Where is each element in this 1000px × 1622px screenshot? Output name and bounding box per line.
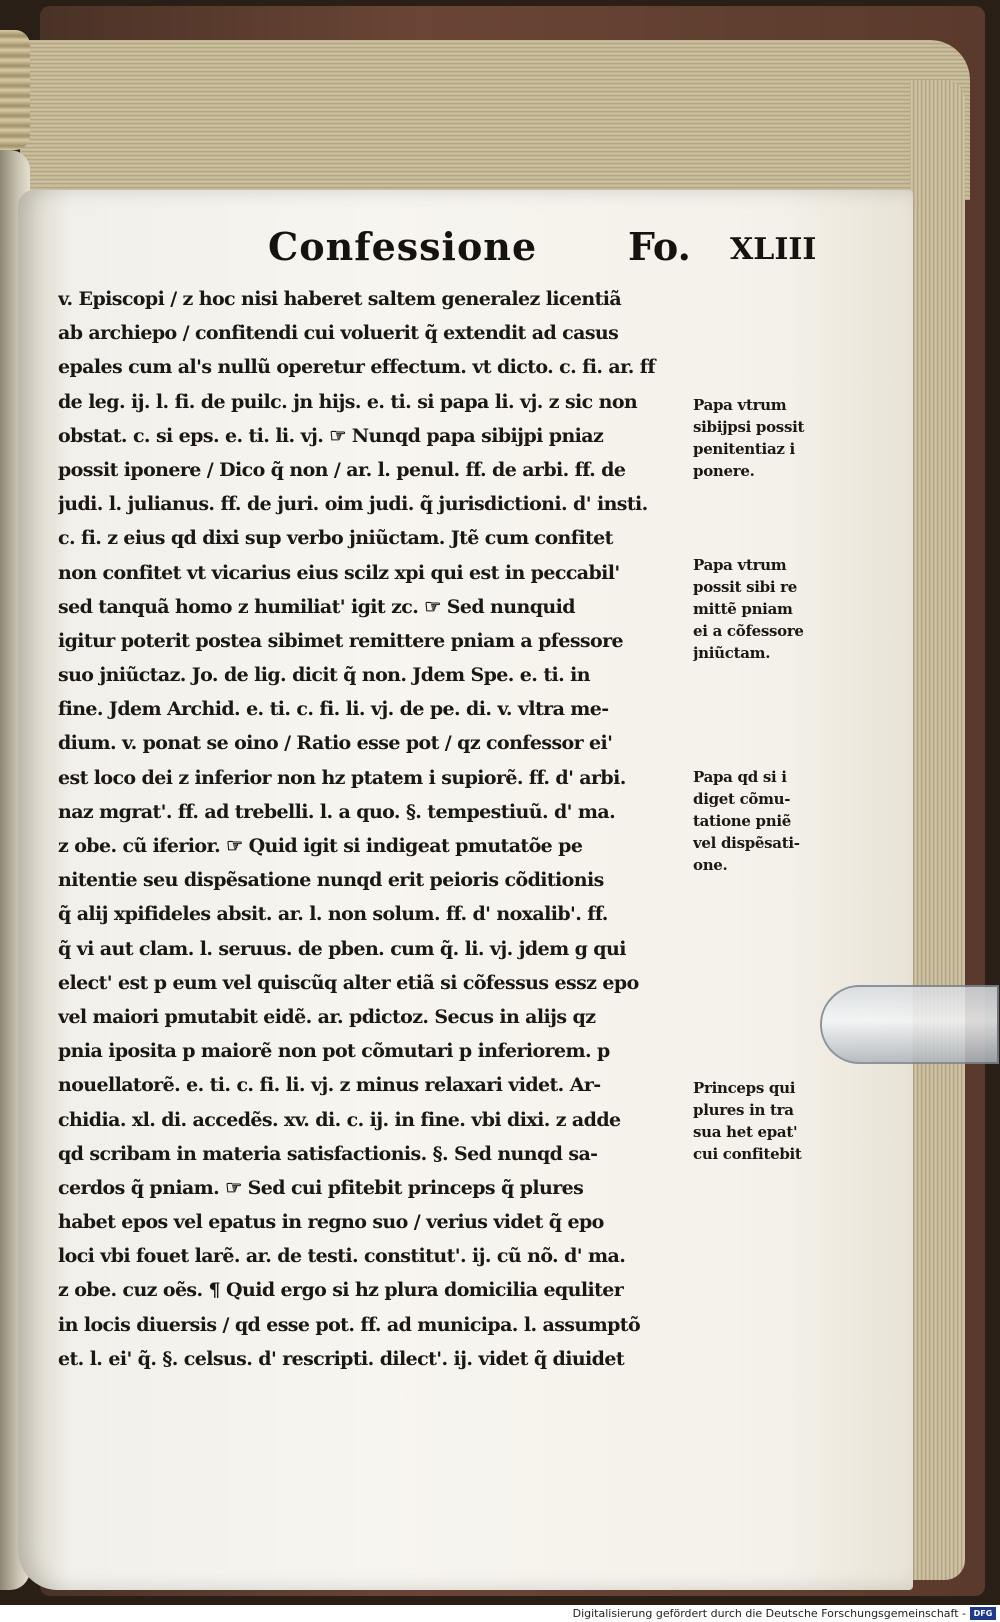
text-line: in locis diuersis / qd esse pot. ff. ad municipa. l. assumptõ	[58, 1313, 641, 1336]
marginal-note-line: one.	[693, 856, 728, 874]
text-line: igitur poterit postea sibimet remittere pniam a pfessore	[58, 629, 623, 652]
text-line: obstat. c. si eps. e. ti. li. vj. ☞ Nunqd papa sibijpi pniaz	[58, 424, 604, 447]
marginal-note-line: Papa qd si i	[693, 768, 787, 786]
text-line: nouellatorẽ. e. ti. c. fi. li. vj. z minus relaxari videt. Ar-	[58, 1074, 601, 1097]
marginal-note-line: Papa vtrum	[693, 556, 787, 574]
main-text-block	[58, 282, 688, 1376]
text-line: judi. l. julianus. ff. de juri. oim judi. q̃ jurisdictioni. d' insti.	[58, 493, 648, 516]
text-line: habet epos vel epatus in regno suo / verius videt q̃ epo	[58, 1211, 604, 1234]
text-line: elect' est p eum vel quiscũq alter etiã si cõfessus essz epo	[58, 971, 639, 994]
marginal-note-line: ei a cõfessore	[693, 622, 804, 640]
text-line: vel maiori pmutabit eidẽ. ar. pdictoz. Secus in alijs qz	[58, 1005, 596, 1028]
marginal-note-line: Papa vtrum	[693, 396, 787, 414]
marginal-note	[693, 554, 818, 664]
marginal-note-line: sibijpsi possit	[693, 418, 805, 436]
attribution-text: Digitalisierung gefördert durch die Deutsche Forschungsgemeinschaft -	[572, 1607, 966, 1620]
marginal-note-line: vel dispẽsati-	[693, 834, 800, 852]
text-line: possit iponere / Dico q̃ non / ar. l. penul. ff. de arbi. ff. de	[58, 458, 626, 481]
marginal-note	[693, 766, 818, 876]
marginal-note-line: mittẽ pniam	[693, 600, 793, 618]
marginal-note	[693, 1077, 818, 1165]
text-line: ab archiepo / confitendi cui voluerit q̃ extendit ad casus	[58, 322, 619, 345]
marginal-note-line: Princeps qui	[693, 1079, 796, 1097]
marginal-note-line: tatione pniẽ	[693, 812, 791, 830]
text-line: z obe. cuz oẽs. ¶ Quid ergo si hz plura domicilia equliter	[58, 1279, 624, 1302]
text-line: nitentie seu dispẽsatione nunqd erit peioris cõditionis	[58, 869, 604, 892]
text-line: non confitet vt vicarius eius scilz xpi qui est in peccabil'	[58, 561, 620, 584]
binding-edge	[0, 30, 30, 150]
folio-number: XLIII	[730, 232, 817, 267]
marginal-note-line: diget cõmu-	[693, 790, 791, 808]
running-header-title: Confessione	[268, 224, 538, 269]
text-line: qd scribam in materia satisfactionis. §. Sed nunqd sa-	[58, 1142, 598, 1165]
marginal-note-line: sua het epat'	[693, 1123, 798, 1141]
text-line: loci vbi fouet larẽ. ar. de testi. constitut'. ij. cũ nõ. d' ma.	[58, 1245, 626, 1268]
marginal-note-line: penitentiaz i	[693, 440, 795, 458]
text-line: suo jniũctaz. Jo. de lig. dicit q̃ non. Jdem Spe. e. ti. in	[58, 664, 590, 687]
text-line: de leg. ij. l. fi. de puilc. jn hijs. e. ti. si papa li. vj. z sic non	[58, 390, 638, 413]
text-line: v. Episcopi / z hoc nisi haberet saltem generalez licentiã	[58, 288, 622, 310]
page-edges-right	[910, 80, 965, 1580]
page-edges-top	[20, 40, 970, 200]
text-line: est loco dei z inferior non hz ptatem i supiorẽ. ff. d' arbi.	[58, 766, 626, 789]
running-header-fo: Fo.	[628, 224, 691, 269]
marginal-note-line: jniũctam.	[693, 644, 771, 662]
text-line: c. fi. z eius qd dixi sup verbo jniũctam. Jtẽ cum confitet	[58, 527, 613, 550]
text-line: cerdos q̃ pniam. ☞ Sed cui pfitebit princeps q̃ plures	[58, 1176, 584, 1199]
text-line: chidia. xl. di. accedẽs. xv. di. c. ij. in fine. vbi dixi. z adde	[58, 1108, 621, 1131]
text-line: q̃ alij xpifideles absit. ar. l. non solum. ff. d' noxalib'. ff.	[58, 903, 608, 926]
text-line: z obe. cũ iferior. ☞ Quid igit si indigeat pmutatõe pe	[58, 835, 583, 857]
attribution-bar	[0, 1605, 1000, 1622]
text-line: epales cum al's nullũ operetur effectum. vt dicto. c. fi. ar. ff	[58, 356, 655, 379]
page-clip	[820, 985, 999, 1064]
marginal-note	[693, 394, 818, 482]
text-line: et. l. ei' q̃. §. celsus. d' rescripti. dilect'. ij. videt q̃ diuidet	[58, 1347, 625, 1370]
text-line: dium. v. ponat se oino / Ratio esse pot / qz confessor ei'	[58, 732, 613, 755]
text-line: q̃ vi aut clam. l. seruus. de pben. cum q̃. li. vj. jdem g qui	[58, 937, 626, 960]
marginal-note-line: possit sibi re	[693, 578, 798, 596]
text-line: sed tanquã homo z humiliat' igit zc. ☞ Sed nunquid	[58, 595, 575, 618]
text-line: naz mgrat'. ff. ad trebelli. l. a quo. §. tempestiuũ. d' ma.	[58, 800, 616, 823]
marginal-note-line: cui confitebit	[693, 1145, 802, 1163]
text-line: pnia iposita p maiorẽ non pot cõmutari p inferiorem. p	[58, 1040, 610, 1063]
dfg-logo: DFG	[970, 1607, 996, 1620]
marginal-note-line: plures in tra	[693, 1101, 794, 1119]
marginal-note-line: ponere.	[693, 462, 755, 480]
text-line: fine. Jdem Archid. e. ti. c. fi. li. vj. de pe. di. v. vltra me-	[58, 698, 609, 721]
